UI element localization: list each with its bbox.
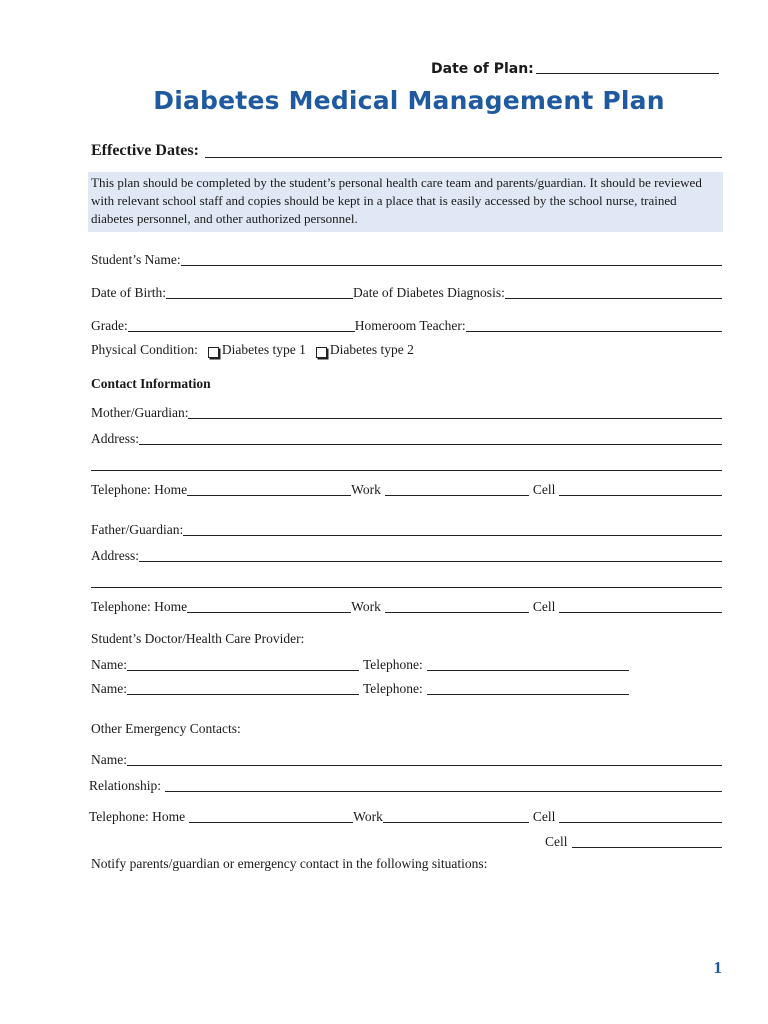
emergency-heading-row [91, 720, 722, 737]
diagnosis-label: Date of Diabetes Diagnosis: [352, 285, 505, 300]
doctor-telephone-label-1: Telephone: [363, 657, 423, 672]
student-name-field[interactable] [181, 252, 722, 266]
effective-dates-field[interactable] [205, 144, 722, 158]
date-of-plan-label: Date of Plan: [431, 61, 534, 77]
emergency-cell-field-2[interactable] [572, 834, 723, 848]
mother-row [91, 404, 722, 421]
emergency-telephone-row [89, 808, 722, 825]
doctor-heading: Student’s Doctor/Health Care Provider: [91, 631, 305, 646]
notify-row [91, 855, 722, 872]
father-telephone-row [91, 598, 722, 615]
grade-row [91, 317, 722, 334]
physical-condition-label: Physical Condition: [91, 342, 198, 357]
emergency-cell-label: Cell [532, 809, 556, 824]
physical-condition-row [91, 341, 722, 358]
mother-cell-label: Cell [532, 482, 556, 497]
relationship-field[interactable] [165, 778, 722, 792]
doctor-name-field-1[interactable] [127, 657, 359, 671]
student-name-row [91, 251, 722, 268]
emergency-name-row [91, 751, 722, 768]
mother-tel-home-field[interactable] [187, 482, 351, 496]
date-of-plan [431, 60, 719, 77]
effective-dates-label: Effective Dates: [91, 142, 199, 159]
date-of-plan-field[interactable] [536, 60, 719, 74]
doctor-row-1 [91, 656, 722, 673]
emergency-tel-home-field[interactable] [189, 809, 353, 823]
emergency-heading: Other Emergency Contacts: [91, 721, 241, 736]
relationship-label: Relationship: [89, 778, 161, 793]
mother-address-row [91, 430, 722, 447]
mother-label: Mother/Guardian: [91, 405, 189, 420]
mother-address-line2-field[interactable] [91, 457, 722, 471]
mother-address-line2-row [91, 456, 722, 473]
father-field[interactable] [183, 522, 722, 536]
father-address-field[interactable] [139, 548, 722, 562]
father-row [91, 521, 722, 538]
doctor-name-label-2: Name: [91, 681, 127, 696]
doctor-telephone-label-2: Telephone: [363, 681, 423, 696]
doctor-heading-row [91, 630, 722, 647]
emergency-cell-field[interactable] [559, 809, 722, 823]
doctor-row-2 [91, 680, 722, 697]
mother-telephone-row [91, 481, 722, 498]
emergency-name-label: Name: [91, 752, 127, 767]
father-tel-home-field[interactable] [187, 599, 351, 613]
mother-address-field[interactable] [139, 431, 722, 445]
grade-label: Grade: [91, 318, 128, 333]
effective-dates [91, 142, 722, 160]
mother-address-label: Address: [91, 431, 139, 446]
doctor-telephone-field-2[interactable] [427, 681, 629, 695]
notify-text: Notify parents/guardian or emergency contact in the following situations: [91, 856, 488, 871]
mother-tel-home-label: Telephone: Home [91, 482, 188, 497]
emergency-name-field[interactable] [127, 752, 722, 766]
father-work-label: Work [351, 599, 381, 614]
diagnosis-field[interactable] [505, 285, 722, 299]
page-number: 1 [713, 958, 722, 977]
page-title: Diabetes Medical Management Plan [153, 86, 665, 115]
student-name-label: Student’s Name: [91, 252, 181, 267]
mother-work-label: Work [351, 482, 381, 497]
homeroom-field[interactable] [466, 318, 722, 332]
type2-label: Diabetes type 2 [329, 342, 414, 357]
doctor-name-label-1: Name: [91, 657, 127, 672]
father-work-field[interactable] [385, 599, 529, 613]
father-address-row [91, 547, 722, 564]
grade-field[interactable] [128, 318, 355, 332]
contact-heading-row [91, 375, 722, 392]
dob-label: Date of Birth: [91, 285, 166, 300]
father-cell-field[interactable] [559, 599, 722, 613]
emergency-tel-home-label: Telephone: Home [89, 809, 186, 824]
emergency-work-label: Work [353, 809, 383, 824]
emergency-cell-label-2: Cell [545, 834, 568, 849]
doctor-telephone-field-1[interactable] [427, 657, 629, 671]
dob-field[interactable] [166, 285, 353, 299]
father-address-line2-field[interactable] [91, 574, 722, 588]
emergency-cell-row-2 [545, 833, 722, 850]
doctor-name-field-2[interactable] [127, 681, 359, 695]
intro-box: This plan should be completed by the student’s personal health care team and parents/guardian. It should be reviewed with relevant school staff and copies should be kept in a place that is easily accessed by the school nurse, trained diabetes personnel, and other authorized personnel. [88, 172, 723, 232]
father-label: Father/Guardian: [91, 522, 184, 537]
father-address-line2-row [91, 573, 722, 590]
type2-checkbox[interactable] [316, 347, 327, 358]
dob-row [91, 284, 722, 301]
relationship-row [89, 777, 722, 794]
emergency-work-field[interactable] [383, 809, 529, 823]
mother-cell-field[interactable] [559, 482, 722, 496]
mother-field[interactable] [188, 405, 722, 419]
father-tel-home-label: Telephone: Home [91, 599, 188, 614]
father-address-label: Address: [91, 548, 139, 563]
contact-heading: Contact Information [91, 376, 211, 391]
type1-label: Diabetes type 1 [221, 342, 306, 357]
mother-work-field[interactable] [385, 482, 529, 496]
type1-checkbox[interactable] [208, 347, 219, 358]
father-cell-label: Cell [532, 599, 556, 614]
homeroom-label: Homeroom Teacher: [354, 318, 466, 333]
